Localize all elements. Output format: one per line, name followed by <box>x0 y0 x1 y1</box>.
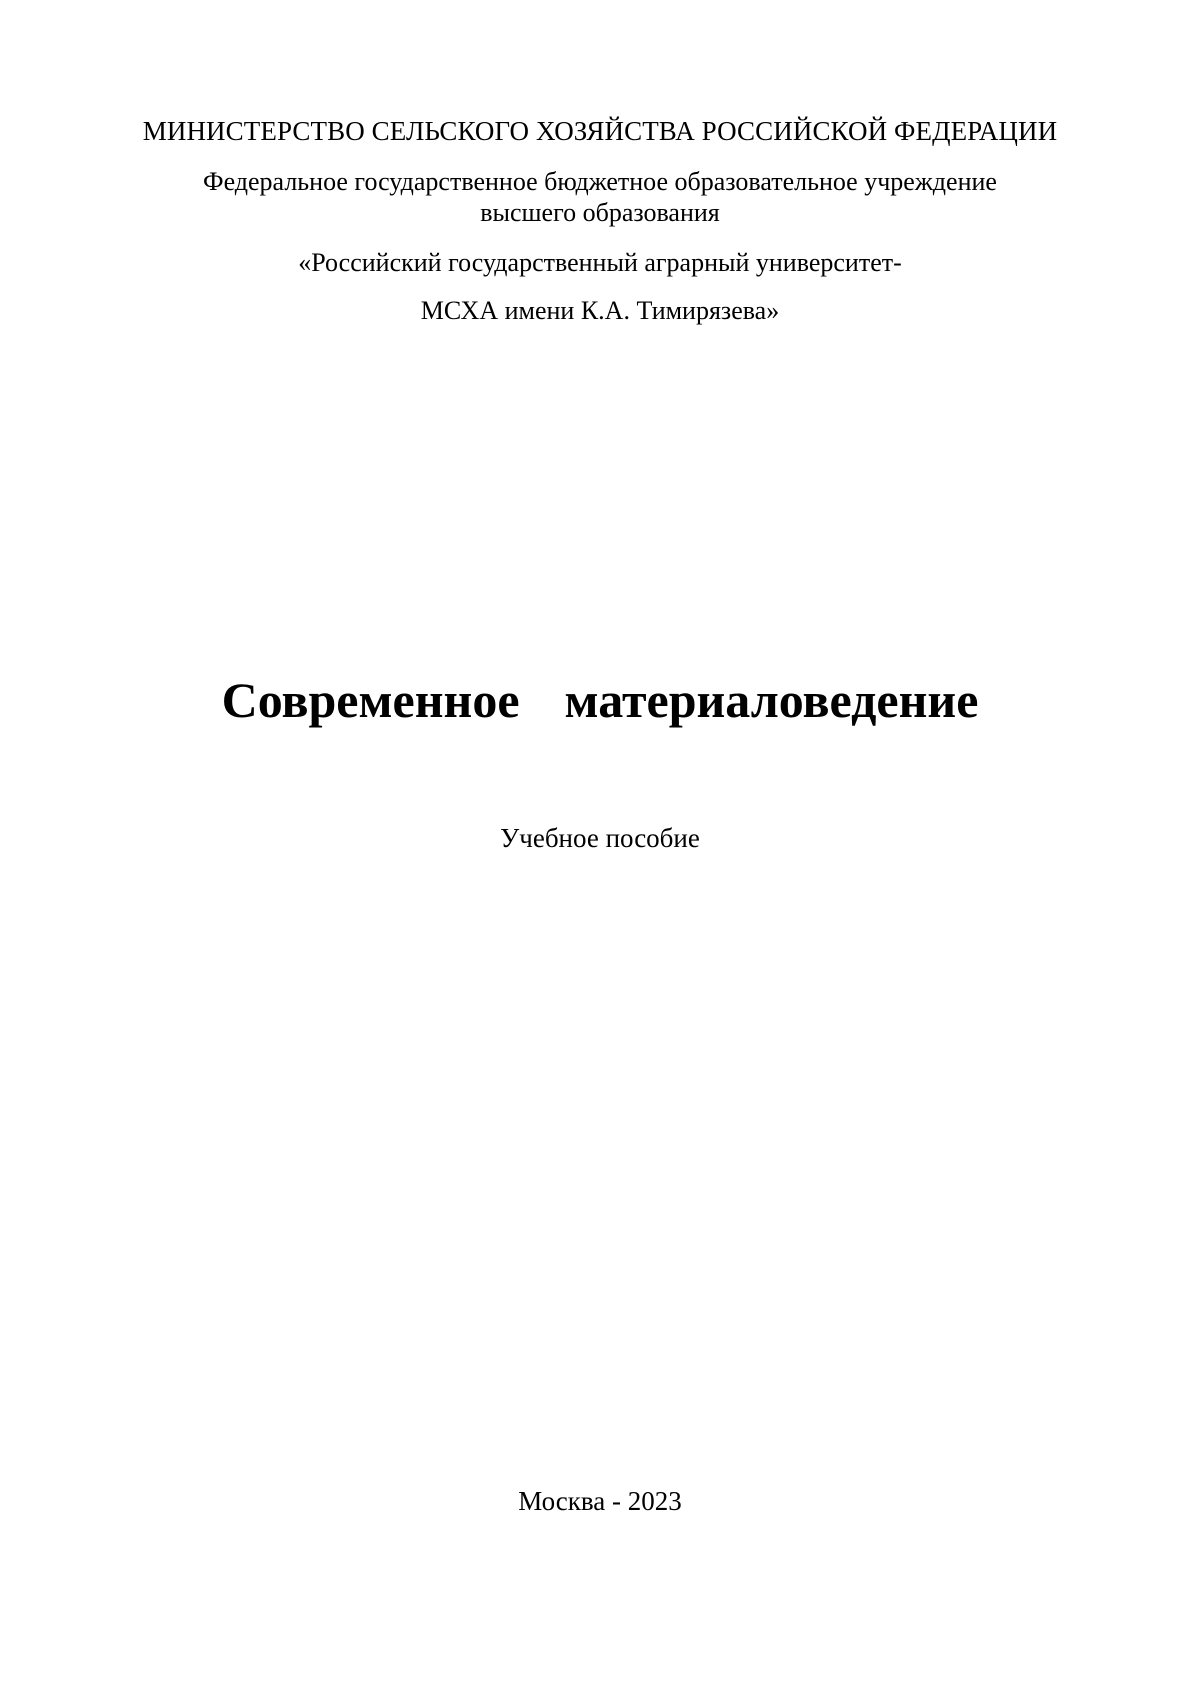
city-year: Москва - 2023 <box>518 1486 682 1516</box>
university-name-line2: МСХА имени К.А. Тимирязева» <box>420 296 780 325</box>
institution-type-line2: высшего образования <box>480 198 720 227</box>
university-name-line1: «Российский государственный аграрный университет- <box>298 248 902 277</box>
document-subtitle: Учебное пособие <box>500 823 700 853</box>
document-title: Современное материаловедение <box>221 672 979 728</box>
ministry-name: МИНИСТЕРСТВО СЕЛЬСКОГО ХОЗЯЙСТВА РОССИЙСКОЙ ФЕДЕРАЦИИ <box>142 116 1058 146</box>
institution-type-line1: Федеральное государственное бюджетное образовательное учреждение <box>203 167 997 196</box>
